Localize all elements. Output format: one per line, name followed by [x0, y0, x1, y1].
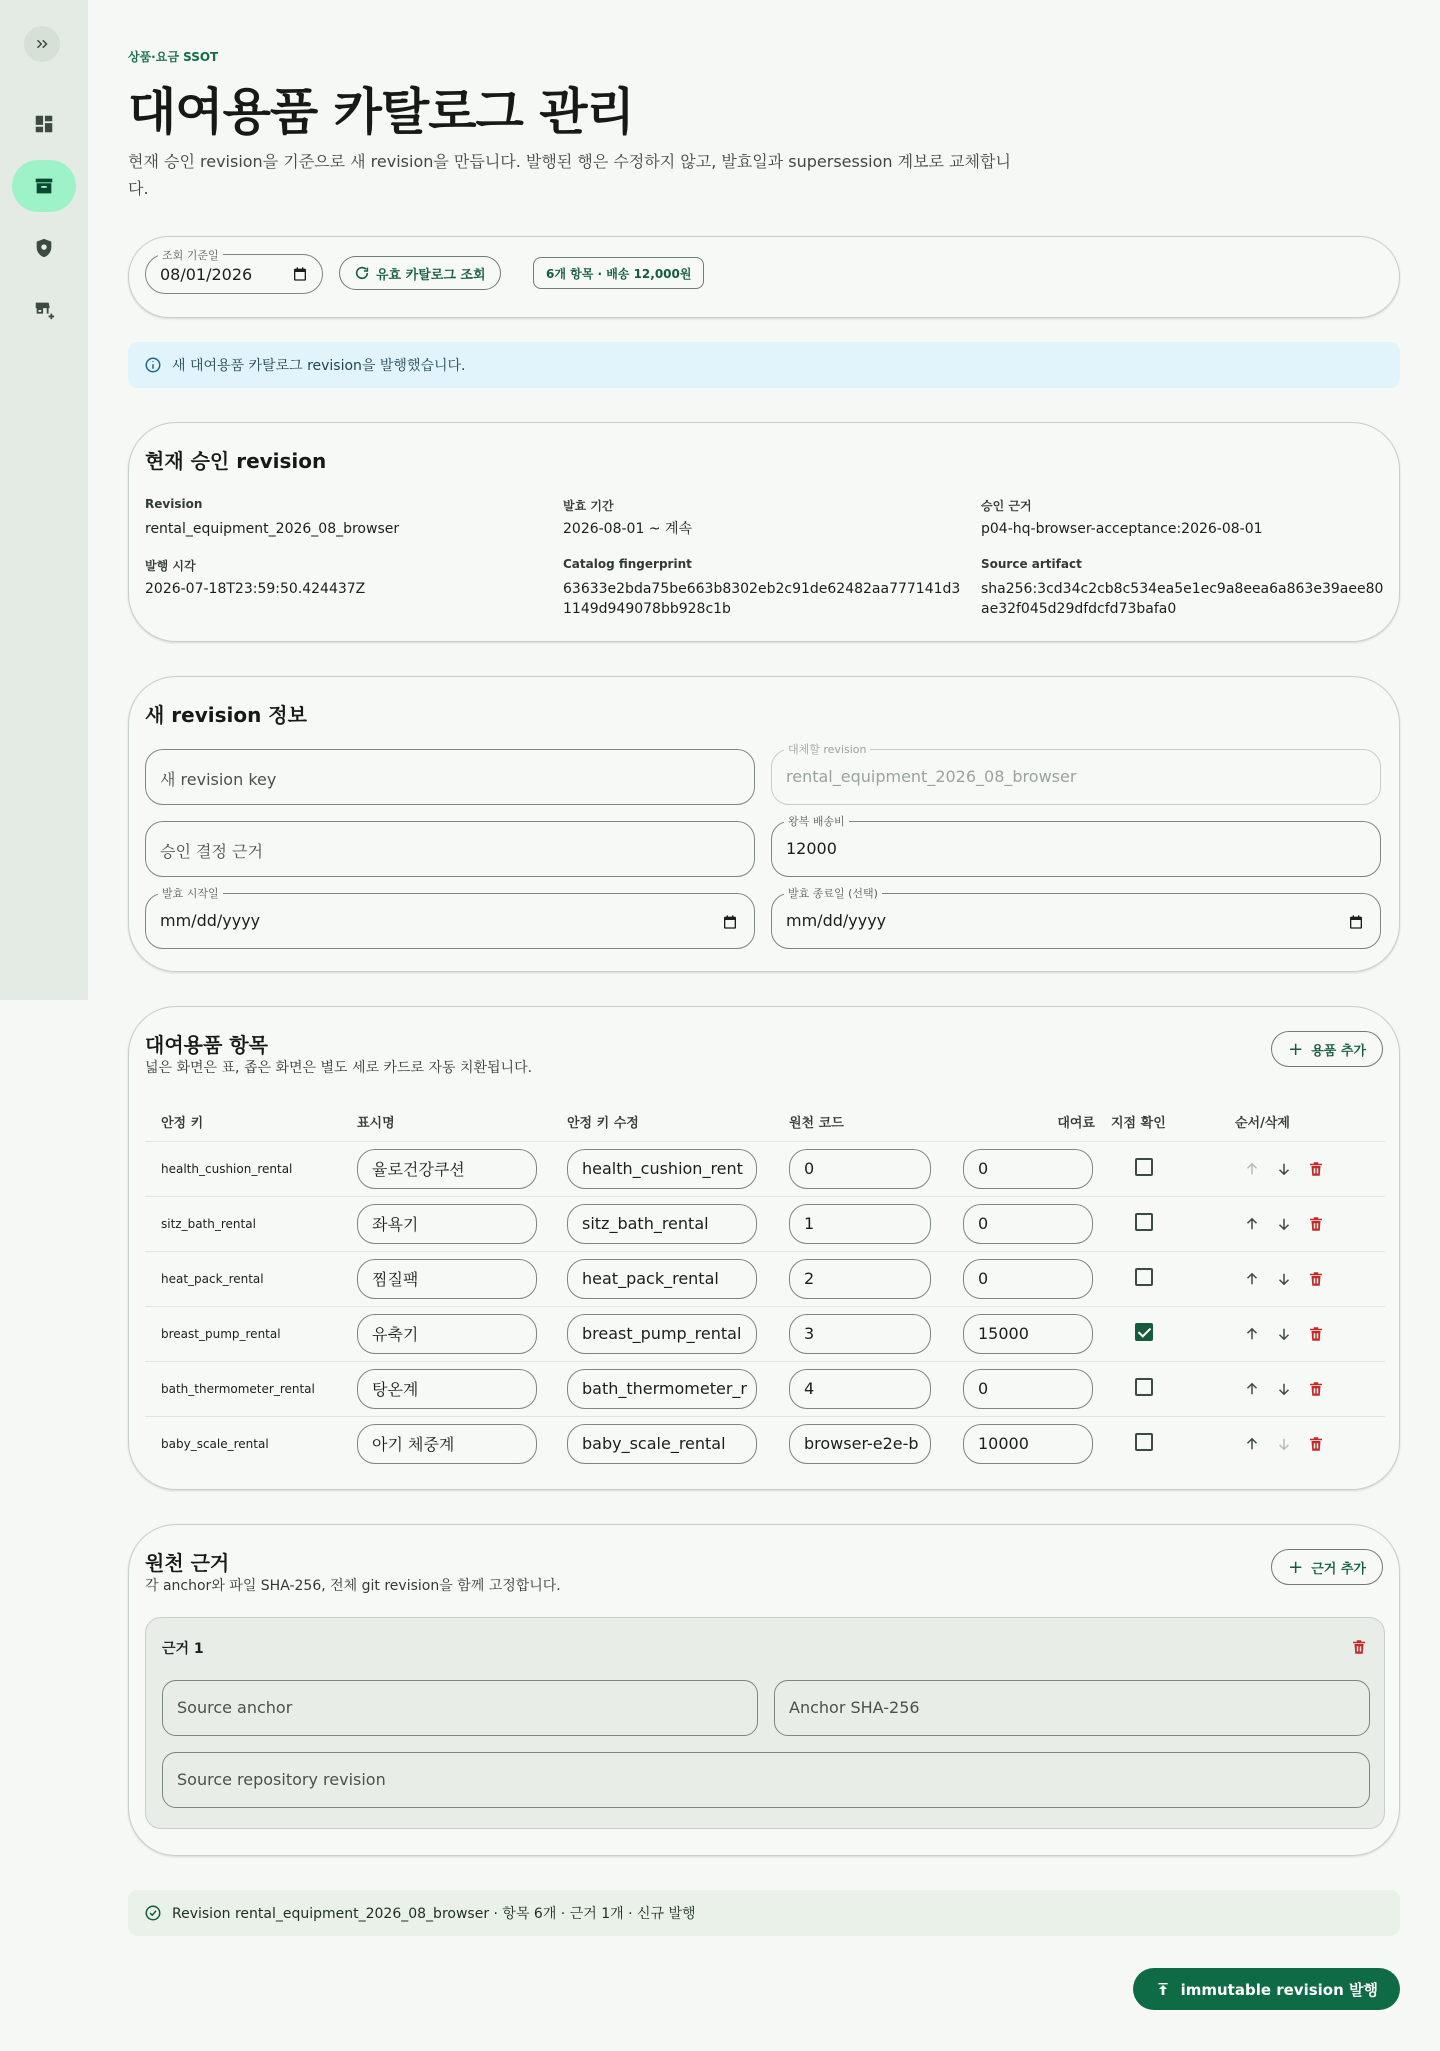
stable-key-edit-input[interactable]: health_cushion_rent	[567, 1149, 757, 1189]
table-row	[145, 1251, 1385, 1306]
row-actions	[1235, 1215, 1385, 1233]
arrow-up-icon[interactable]	[1243, 1435, 1261, 1453]
source-code-input[interactable]: 2	[789, 1259, 931, 1299]
branch-confirm-checkbox[interactable]	[1135, 1158, 1153, 1176]
revision-value: rental_equipment_2026_08_browser	[145, 521, 400, 537]
delete-icon[interactable]	[1307, 1380, 1325, 1398]
supersede-revision-label: 대체할 revision	[784, 741, 870, 757]
add-business-icon	[33, 299, 55, 321]
row-actions	[1235, 1380, 1385, 1398]
fingerprint-label: Catalog fingerprint	[563, 557, 692, 571]
catalog-summary-text: 6개 항목 · 배송 12,000원	[546, 266, 692, 281]
publish-status-text: Revision rental_equipment_2026_08_browser · 항목 6개 · 근거 1개 · 신규 발행	[172, 1906, 696, 1922]
calendar-icon[interactable]	[1348, 914, 1364, 930]
page-description: 현재 승인 revision을 기준으로 새 revision을 만듭니다. 발행된 행은 수정하지 않고, 발효일과 supersession 계보로 교체합니다.	[128, 152, 1011, 198]
arrow-down-icon[interactable]	[1275, 1160, 1293, 1178]
published-at-value: 2026-07-18T23:59:50.424437Z	[145, 581, 366, 597]
lookup-date-field[interactable]	[145, 249, 323, 294]
source-evidence-card	[128, 1524, 1400, 1856]
anchor-sha-placeholder: Anchor SHA-256	[789, 1698, 920, 1717]
publish-status-bar	[128, 1890, 1400, 1936]
column-header: 지점 확인	[1111, 1116, 1166, 1132]
delete-icon[interactable]	[1307, 1270, 1325, 1288]
rental-fee-input[interactable]: 15000	[963, 1314, 1093, 1354]
stable-key-edit-input[interactable]: baby_scale_rental	[567, 1424, 757, 1464]
stable-key-edit-input[interactable]: breast_pump_rental	[567, 1314, 757, 1354]
stable-key-cell: heat_pack_rental	[145, 1251, 341, 1306]
arrow-down-icon[interactable]	[1275, 1325, 1293, 1343]
approval-basis-placeholder: 승인 결정 근거	[160, 842, 263, 861]
shipping-fee-label: 왕복 배송비	[784, 813, 849, 829]
delete-icon[interactable]	[1307, 1215, 1325, 1233]
arrow-down-icon[interactable]	[1275, 1435, 1293, 1453]
revision-label: Revision	[145, 497, 203, 511]
arrow-up-icon[interactable]	[1243, 1325, 1261, 1343]
delete-icon[interactable]	[1307, 1325, 1325, 1343]
add-item-label: 용품 추가	[1311, 1043, 1366, 1059]
dashboard-icon	[33, 113, 55, 135]
fingerprint-value: 63633e2bda75be663b8302eb2c91de62482aa777141d31149d949078bb928c1b	[563, 581, 961, 617]
display-name-input[interactable]: 탕온계	[357, 1369, 537, 1409]
source-code-input[interactable]: 4	[789, 1369, 931, 1409]
success-banner	[128, 342, 1400, 388]
publish-icon	[1155, 1981, 1171, 1997]
stable-key-cell: baby_scale_rental	[145, 1416, 341, 1471]
source-code-input[interactable]: 1	[789, 1204, 931, 1244]
catalog-summary-chip	[533, 257, 704, 289]
table-row	[145, 1361, 1385, 1416]
lookup-toolbar	[128, 236, 1400, 318]
add-item-button[interactable]	[1271, 1031, 1383, 1067]
source-code-input[interactable]: 0	[789, 1149, 931, 1189]
column-header: 원천 코드	[789, 1116, 844, 1132]
table-row	[145, 1141, 1385, 1196]
branch-confirm-checkbox[interactable]	[1135, 1378, 1153, 1396]
rental-items-card	[128, 1006, 1400, 1490]
source-repo-revision-placeholder: Source repository revision	[177, 1770, 386, 1789]
evidence-entry-title: 근거 1	[162, 1641, 204, 1657]
shipping-fee-input[interactable]	[771, 815, 1381, 877]
revision-key-input[interactable]	[145, 749, 755, 805]
effective-end-input[interactable]	[771, 887, 1381, 949]
rental-fee-input[interactable]: 10000	[963, 1424, 1093, 1464]
display-name-input[interactable]: 율로건강쿠션	[357, 1149, 537, 1189]
page-title: 대여용품 카탈로그 관리	[128, 83, 634, 141]
rental-fee-input[interactable]: 0	[963, 1149, 1093, 1189]
source-evidence-subtitle: 각 anchor와 파일 SHA-256, 전체 git revision을 함께 고정합니다.	[145, 1578, 561, 1594]
column-header: 안정 키	[161, 1116, 204, 1132]
column-header: 순서/삭제	[1235, 1116, 1290, 1132]
stable-key-cell: breast_pump_rental	[145, 1306, 341, 1361]
branch-confirm-checkbox[interactable]	[1135, 1433, 1153, 1451]
rental-fee-input[interactable]: 0	[963, 1369, 1093, 1409]
arrow-down-icon[interactable]	[1275, 1380, 1293, 1398]
stable-key-edit-input[interactable]: sitz_bath_rental	[567, 1204, 757, 1244]
add-evidence-label: 근거 추가	[1311, 1561, 1366, 1577]
table-row	[145, 1416, 1385, 1471]
approval-basis-value: p04-hq-browser-acceptance:2026-08-01	[981, 521, 1263, 537]
rental-fee-input[interactable]: 0	[963, 1204, 1093, 1244]
rail-item-dashboard[interactable]	[12, 98, 76, 150]
publish-revision-button[interactable]	[1133, 1968, 1400, 2010]
effective-period-label: 발효 기간	[563, 499, 614, 513]
row-actions	[1235, 1435, 1385, 1453]
expand-rail-button[interactable]	[24, 26, 60, 62]
stable-key-cell: bath_thermometer_rental	[145, 1361, 341, 1416]
banner-text: 새 대여용품 카탈로그 revision을 발행했습니다.	[172, 358, 466, 374]
table-row	[145, 1306, 1385, 1361]
lookup-date-value: 08/01/2026	[160, 265, 253, 284]
rail-item-add-store[interactable]	[12, 284, 76, 336]
evidence-entry	[145, 1617, 1385, 1829]
column-header: 안정 키 수정	[567, 1116, 639, 1132]
shipping-fee-value: 12000	[786, 839, 837, 858]
current-revision-card	[128, 422, 1400, 642]
branch-confirm-checkbox[interactable]	[1135, 1213, 1153, 1231]
arrow-up-icon[interactable]	[1243, 1160, 1261, 1178]
new-revision-card	[128, 676, 1400, 972]
stable-key-cell: health_cushion_rental	[145, 1141, 341, 1196]
row-actions	[1235, 1325, 1385, 1343]
rental-items-subtitle: 넓은 화면은 표, 좁은 화면은 별도 세로 카드로 자동 치환됩니다.	[145, 1060, 533, 1076]
check-circle-icon	[144, 1904, 162, 1922]
display-name-input[interactable]: 찜질팩	[357, 1259, 537, 1299]
arrow-down-icon[interactable]	[1275, 1270, 1293, 1288]
display-name-input[interactable]: 유축기	[357, 1314, 537, 1354]
lookup-catalog-button[interactable]	[339, 256, 501, 290]
plus-icon: +	[1288, 1038, 1304, 1060]
delete-icon[interactable]	[1350, 1638, 1368, 1656]
revision-key-placeholder: 새 revision key	[160, 770, 277, 789]
new-revision-title: 새 revision 정보	[145, 703, 307, 727]
lookup-date-label: 조회 기준일	[158, 247, 223, 263]
supersede-revision-value: rental_equipment_2026_08_browser	[786, 767, 1077, 786]
rental-items-title: 대여용품 항목	[145, 1033, 268, 1057]
row-actions	[1235, 1270, 1385, 1288]
column-header: 대여료	[1057, 1116, 1095, 1132]
arrow-down-icon[interactable]	[1275, 1215, 1293, 1233]
inventory-icon	[33, 175, 55, 197]
shield-search-icon	[33, 237, 55, 259]
eyebrow-label: 상품·요금 SSOT	[128, 50, 219, 64]
source-code-input[interactable]: browser-e2e-b	[789, 1424, 931, 1464]
effective-end-value: mm/dd/yyyy	[786, 911, 887, 930]
source-artifact-label: Source artifact	[981, 557, 1082, 571]
arrow-up-icon[interactable]	[1243, 1215, 1261, 1233]
stable-key-cell: sitz_bath_rental	[145, 1196, 341, 1251]
published-at-label: 발행 시각	[145, 559, 196, 573]
source-repo-revision-input[interactable]	[162, 1752, 1370, 1808]
current-revision-title: 현재 승인 revision	[145, 449, 327, 473]
effective-start-value: mm/dd/yyyy	[160, 911, 261, 930]
stable-key-edit-input[interactable]: bath_thermometer_r	[567, 1369, 757, 1409]
delete-icon[interactable]	[1307, 1435, 1325, 1453]
lookup-catalog-label: 유효 카탈로그 조회	[376, 267, 486, 283]
info-icon	[144, 356, 162, 374]
arrow-up-icon[interactable]	[1243, 1270, 1261, 1288]
row-actions	[1235, 1160, 1385, 1178]
rail-item-catalog[interactable]	[12, 160, 76, 212]
chevron-double-right-icon	[33, 35, 51, 53]
effective-period-value: 2026-08-01 ~ 계속	[563, 521, 693, 537]
source-anchor-input[interactable]	[162, 1680, 758, 1736]
arrow-up-icon[interactable]	[1243, 1380, 1261, 1398]
effective-start-input[interactable]	[145, 887, 755, 949]
approval-basis-input[interactable]	[145, 821, 755, 877]
source-code-input[interactable]: 3	[789, 1314, 931, 1354]
branch-confirm-checkbox[interactable]	[1135, 1323, 1153, 1341]
plus-icon: +	[1288, 1556, 1304, 1578]
display-name-input[interactable]: 아기 체중계	[357, 1424, 537, 1464]
branch-confirm-checkbox[interactable]	[1135, 1268, 1153, 1286]
add-evidence-button[interactable]	[1271, 1549, 1383, 1585]
source-evidence-title: 원천 근거	[145, 1551, 230, 1575]
publish-revision-label: immutable revision 발행	[1180, 1980, 1378, 1999]
effective-start-label: 발효 시작일	[158, 885, 223, 901]
effective-end-label: 발효 종료일 (선택)	[784, 885, 882, 901]
supersede-revision-input	[771, 743, 1381, 805]
table-header-row	[145, 1103, 1385, 1141]
display-name-input[interactable]: 좌욕기	[357, 1204, 537, 1244]
source-artifact-value: sha256:3cd34c2cb8c534ea5e1ec9a8eea6a863e39aee80ae32f045d29dfdcfd73bafa0	[981, 581, 1384, 617]
approval-basis-label: 승인 근거	[981, 499, 1032, 513]
items-table	[145, 1103, 1385, 1471]
anchor-sha-input[interactable]	[774, 1680, 1370, 1736]
calendar-icon[interactable]	[292, 266, 308, 282]
stable-key-edit-input[interactable]: heat_pack_rental	[567, 1259, 757, 1299]
source-anchor-placeholder: Source anchor	[177, 1698, 293, 1717]
delete-icon[interactable]	[1307, 1160, 1325, 1178]
column-header: 표시명	[357, 1116, 395, 1132]
rental-fee-input[interactable]: 0	[963, 1259, 1093, 1299]
table-row	[145, 1196, 1385, 1251]
rail-item-security[interactable]	[12, 222, 76, 274]
refresh-icon	[354, 265, 370, 281]
calendar-icon[interactable]	[722, 914, 738, 930]
navigation-rail	[0, 0, 88, 1000]
